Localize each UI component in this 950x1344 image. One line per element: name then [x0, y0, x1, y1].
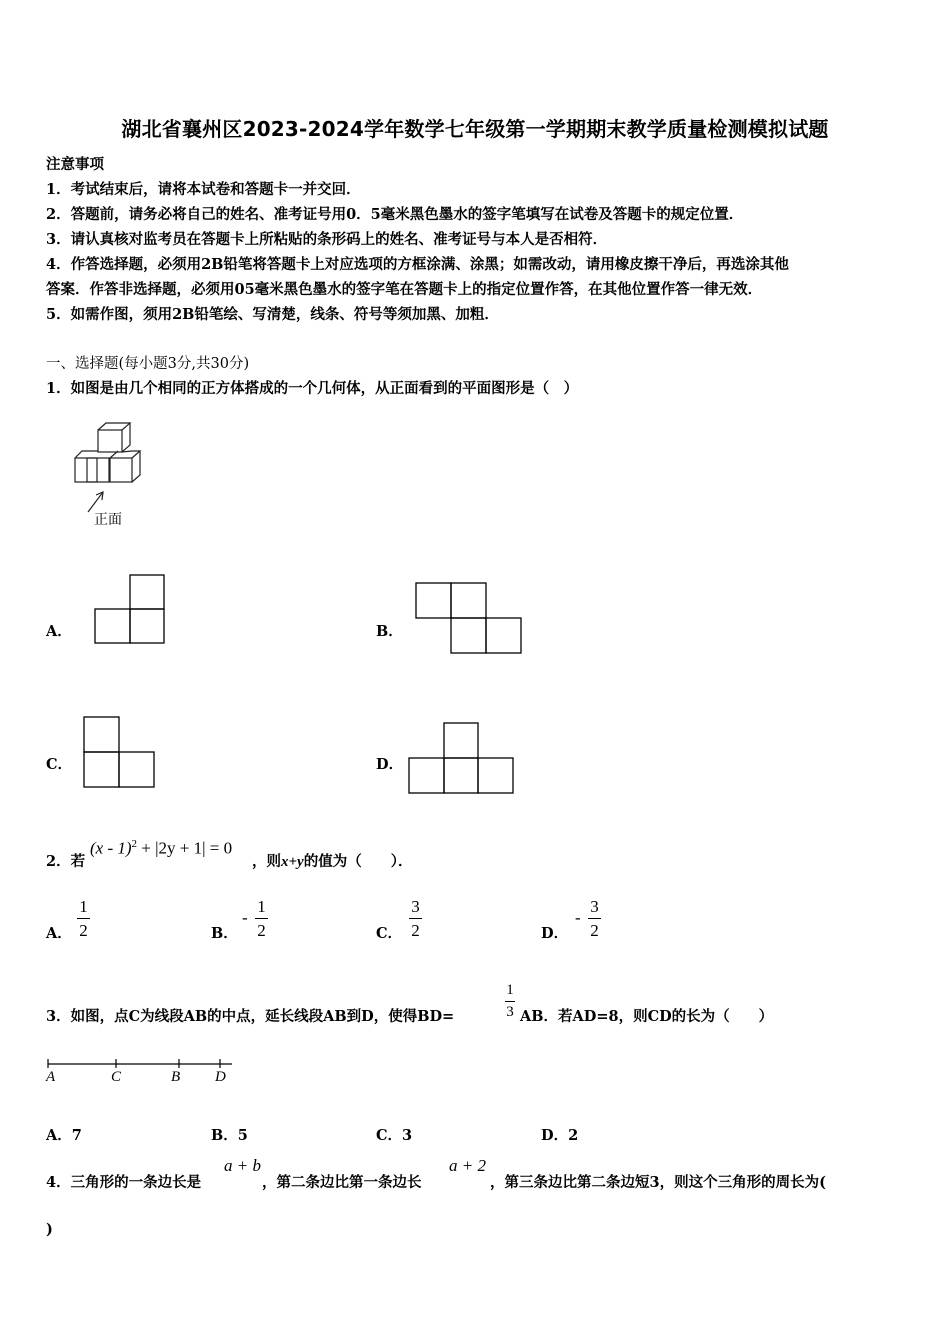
- q2-option-a-value: 1 2: [77, 898, 90, 939]
- q4-expr2: a + 2: [449, 1156, 486, 1175]
- q2-prefix: 2．若: [46, 853, 86, 870]
- notice-heading: 注意事项: [46, 156, 104, 173]
- q3-option-b[interactable]: B．5: [211, 1127, 248, 1144]
- q1-option-d-label[interactable]: D．: [376, 756, 404, 773]
- q4-part3: ，第三条边比第二条边短3，则这个三角形的周长为(: [490, 1174, 826, 1191]
- q1-stem: 1．如图是由几个相同的正方体搭成的一个几何体，从正面看到的平面图形是（ ）: [46, 380, 579, 397]
- q2-option-b-sign: -: [242, 908, 248, 927]
- q1-option-b-label[interactable]: B．: [376, 623, 403, 640]
- q4-expr1: a + b: [224, 1156, 261, 1175]
- q4-part1: 4．三角形的一条边长是: [46, 1174, 202, 1191]
- q4-close-paren: ): [46, 1221, 53, 1238]
- q3-point-a: A: [46, 1069, 56, 1085]
- q3-fraction: 1 3: [506, 982, 514, 1020]
- notice-item-4: 4．作答选择题，必须用2B铅笔将答题卡上对应选项的方框涂满、涂黑；如需改动，请用橡皮擦干净后，再选涂其他: [46, 256, 789, 273]
- notice-item-5: 5．如需作图，须用2B铅笔绘、写清楚，线条、符号等须加黑、加粗．: [46, 306, 499, 323]
- q3-line-segment-figure: [46, 1058, 236, 1088]
- page-title: 湖北省襄州区2023-2024学年数学七年级第一学期期末教学质量检测模拟试题: [121, 117, 829, 141]
- q2-option-d-sign: -: [575, 908, 581, 927]
- notice-item-4-cont: 答案．作答非选择题，必须用05毫米黑色墨水的签字笔在答题卡上的指定位置作答，在其他位置作答一律无效．: [46, 281, 763, 298]
- notice-item-3: 3．请认真核对监考员在答题卡上所粘贴的条形码上的姓名、准考证号与本人是否相符．: [46, 231, 608, 248]
- q1-option-c-label[interactable]: C．: [46, 756, 73, 773]
- q2-option-c-value: 3 2: [409, 898, 422, 939]
- q1-option-b-figure: [416, 583, 522, 654]
- q3-point-c: C: [111, 1069, 122, 1085]
- q1-option-c-figure: [84, 717, 155, 788]
- q3-point-b: B: [171, 1069, 181, 1085]
- q3-point-d: D: [215, 1069, 226, 1085]
- q1-option-d-figure: [409, 723, 514, 794]
- q1-option-a-figure: [95, 575, 165, 645]
- q1-front-label: 正面: [94, 512, 122, 528]
- q2-option-d-value: 3 2: [588, 898, 601, 939]
- q3-option-a[interactable]: A．7: [46, 1127, 82, 1144]
- q3-stem-start: 3．如图，点C为线段AB的中点，延长线段AB到D，使得BD=: [46, 1008, 455, 1025]
- q3-stem-end: AB．若AD=8，则CD的长为（ ）: [520, 1008, 774, 1025]
- q2-option-b-value: 1 2: [255, 898, 268, 939]
- q2-equation: (x - 1)$^2$ + |2y + 1| = 0: [90, 838, 233, 858]
- q3-option-d[interactable]: D．2: [541, 1127, 579, 1144]
- section-heading: 一、选择题(每小题3分,共30分): [46, 356, 250, 372]
- q2-option-d-label[interactable]: D．: [541, 925, 569, 942]
- q2-option-c-label[interactable]: C．: [376, 925, 403, 942]
- q3-option-c[interactable]: C．3: [376, 1127, 413, 1144]
- notice-item-1: 1．考试结束后，请将本试卷和答题卡一并交回．: [46, 181, 361, 198]
- q2-suffix: ，则x+y的值为（ ）．: [252, 853, 413, 870]
- q1-option-a-label[interactable]: A．: [46, 623, 72, 640]
- q2-option-b-label[interactable]: B．: [211, 925, 238, 942]
- notice-item-2: 2．答题前，请务必将自己的姓名、准考证号用0．5毫米黑色墨水的签字笔填写在试卷及答题卡的规定位置．: [46, 206, 744, 223]
- q2-option-a-label[interactable]: A．: [46, 925, 72, 942]
- q4-part2: ，第二条边比第一条边长: [262, 1174, 422, 1191]
